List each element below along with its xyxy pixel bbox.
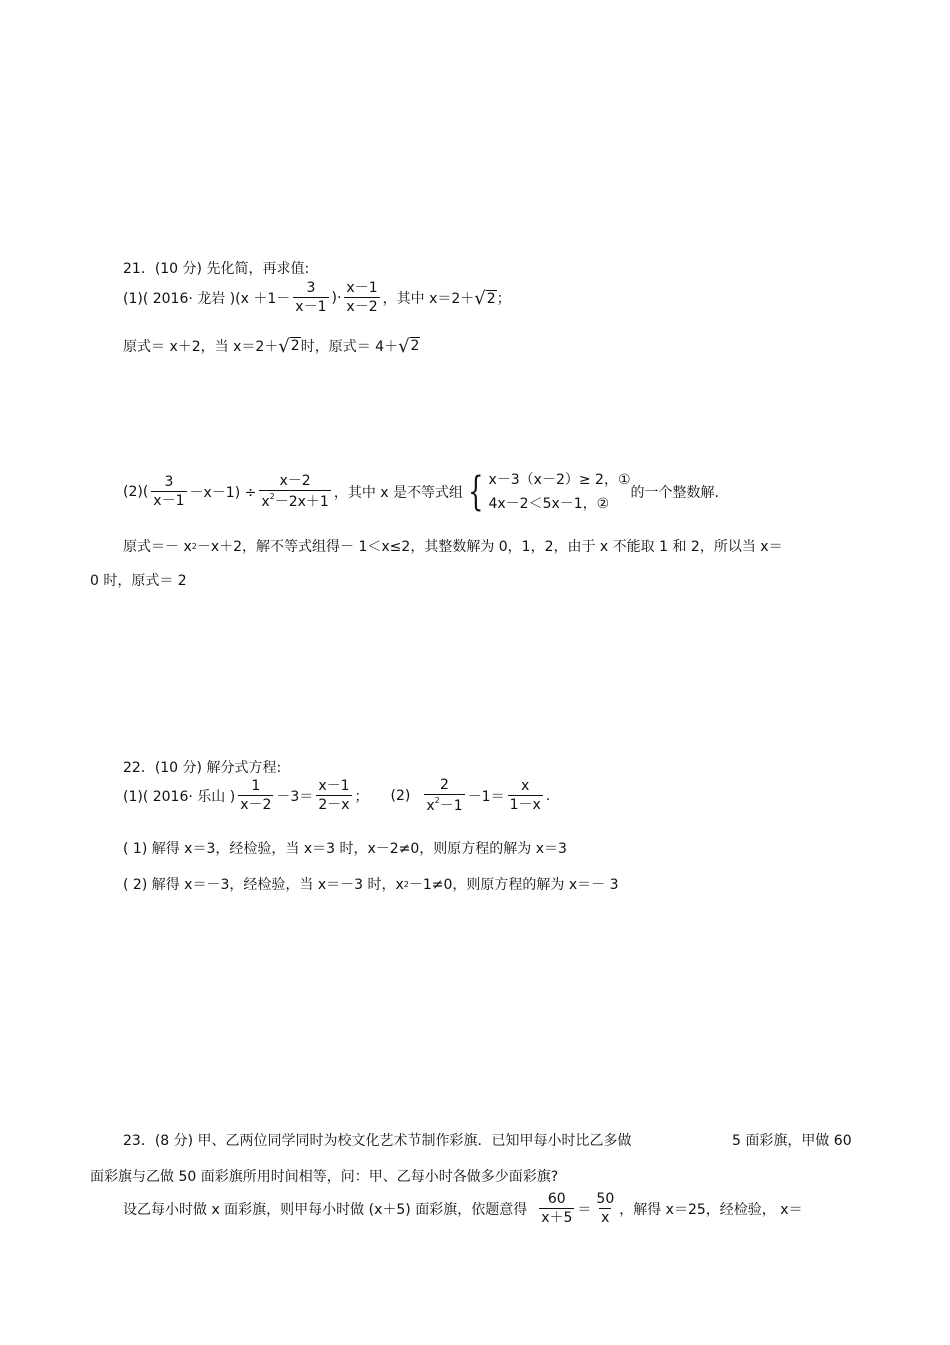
q21-part1: (1)( 2016· 龙岩 )(x ＋1－ $\frac{3}{x-1}$ )· $\frac{x-1}{x-2}$ ，其中 x＝2＋ √ 2 ； — [123, 280, 511, 316]
q21-part2: (2)( $\frac{3}{x-1}$ －x－1) ÷ $\frac{x-2}{x^2-2x+1}$ ，其中 x 是不等式组 { x－3（x－2）≥ 2，① 4x－2＜5x－1，② 的一个整数解. — [123, 469, 719, 515]
fraction: $\frac{x-2}{x^2-2x+1}$ — [261, 472, 329, 510]
q23-line1: 23．(8 分) 甲、乙两位同学同时为校文化艺术节制作彩旗．已知甲每小时比乙多做 — [123, 1133, 632, 1149]
fraction: $\frac{3}{x-1}$ — [153, 473, 185, 509]
fraction: $\frac{1}{x-2}$ — [240, 778, 272, 814]
q21-header: 21．(10 分) 先化简，再求值: — [123, 261, 310, 277]
q21-answer1: 原式＝ x＋2，当 x＝2＋ √ 2 时，原式＝ 4＋ √ 2 — [123, 336, 420, 357]
square-root: √ 2 — [398, 336, 420, 357]
q21-answer2: 原式＝－ x 2 －x＋2，解不等式组得－ 1＜x≤2，其整数解为 0，1，2，由于 x 不能取 1 和 2，所以当 x＝ — [123, 539, 783, 555]
square-root: √ 2 — [278, 336, 300, 357]
q23-answer: 设乙每小时做 x 面彩旗，则甲每小时做 (x＋5) 面彩旗，依题意得 $\frac{60}{x+5}$ ＝ $\frac{50}{x}$ ，解得 x＝25，经检验， x＝ — [123, 1191, 803, 1227]
fraction: $\frac{3}{x-1}$ — [295, 280, 327, 316]
fraction: $\frac{2}{x^2-1}$ — [426, 777, 463, 815]
q22-equations: (1)( 2016· 乐山 ) $\frac{1}{x-2}$ －3＝ $\frac{x-1}{2-x}$ ； (2) $\frac{2}{x^2-1}$ －1＝ $\frac{x}{1-x}$ . — [123, 777, 551, 815]
q23-line1-tail: 5 面彩旗，甲做 60 — [732, 1133, 852, 1149]
q22-header: 22．(10 分) 解分式方程: — [123, 760, 282, 776]
square-root: √ 2 — [474, 288, 496, 310]
q22-answer1: ( 1) 解得 x＝3，经检验，当 x＝3 时，x－2≠0，则原方程的解为 x＝3 — [123, 841, 567, 857]
left-brace: { — [468, 469, 484, 515]
inequality-system: { x－3（x－2）≥ 2，① 4x－2＜5x－1，② — [468, 469, 631, 515]
q21-answer2-cont: 0 时，原式＝ 2 — [90, 573, 187, 589]
fraction: $\frac{60}{x+5}$ — [541, 1191, 573, 1227]
fraction: $\frac{50}{x}$ — [596, 1191, 615, 1227]
fraction: $\frac{x}{1-x}$ — [509, 778, 541, 814]
q22-answer2: ( 2) 解得 x＝－3，经检验，当 x＝－3 时，x 2 －1≠0，则原方程的解为 x＝－ 3 — [123, 877, 619, 893]
q23-line2: 面彩旗与乙做 50 面彩旗所用时间相等，问：甲、乙每小时各做多少面彩旗? — [90, 1169, 559, 1185]
fraction: $\frac{x-1}{x-2}$ — [346, 280, 378, 316]
fraction: $\frac{x-1}{2-x}$ — [318, 778, 350, 814]
